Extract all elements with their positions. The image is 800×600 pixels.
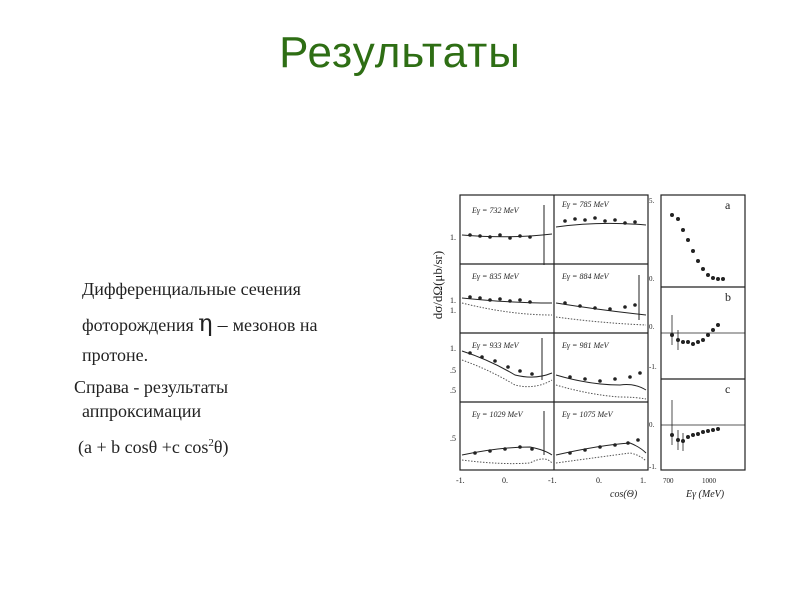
text-line-4: Справа - результаты [74, 377, 229, 397]
x-axis-label-right: Eγ (MeV) [686, 489, 725, 500]
panel-label: Eγ = 981 MeV [562, 341, 609, 350]
subplot-label: b [725, 290, 731, 304]
y-tick: -1. [649, 363, 657, 371]
y-tick: 1. [450, 296, 456, 305]
y-tick: 5. [649, 197, 655, 205]
dash-symbol: – [212, 314, 233, 336]
page-title: Результаты [279, 28, 521, 77]
x-axis-label-left: cos(Θ) [610, 489, 638, 500]
y-tick: 0. [649, 275, 655, 283]
x-tick: 0. [596, 476, 602, 485]
x-tick: -1. [548, 476, 557, 485]
y-tick: 1. [450, 344, 456, 353]
panel-label: Eγ = 732 MeV [472, 206, 519, 215]
y-tick: .5 [450, 434, 456, 443]
superscript: 2 [208, 437, 214, 449]
y-axis-label: dσ/dΩ(μb/sr) [430, 250, 445, 320]
cross-section-figure [420, 185, 760, 505]
x-tick: 700 [663, 477, 674, 485]
text-line-6 [78, 432, 229, 458]
data-points [468, 216, 642, 455]
text-fragment: (a + b cosθ +c cos [78, 437, 209, 457]
y-tick: 1. [450, 233, 456, 242]
text-line-5: аппроксимации [82, 401, 202, 421]
right-data-points [670, 213, 725, 443]
y-tick: 1. [450, 306, 456, 315]
panel-label: Eγ = 1075 MeV [562, 410, 613, 419]
y-tick: 0. [649, 323, 655, 331]
text-line-2 [82, 309, 318, 337]
x-tick: 0. [502, 476, 508, 485]
panel-label: Eγ = 785 MeV [562, 200, 609, 209]
text-line-3: протоне. [82, 345, 149, 365]
right-panels [661, 195, 745, 470]
x-tick: 1. [640, 476, 646, 485]
panel-label: Eγ = 884 MeV [562, 272, 609, 281]
y-tick: -1. [649, 463, 657, 471]
eta-symbol: η [198, 309, 213, 337]
text-fragment: мезонов на [232, 315, 318, 335]
text-line-1: Дифференциальные сечения [82, 279, 301, 299]
panel-label: Eγ = 1029 MeV [472, 410, 523, 419]
text-fragment: фоторождения [82, 315, 199, 335]
subplot-label: a [725, 198, 731, 212]
subplot-label: c [725, 382, 731, 396]
y-tick: .5 [450, 386, 456, 395]
text-fragment: θ) [213, 437, 229, 457]
x-tick: -1. [456, 476, 465, 485]
panel-label: Eγ = 835 MeV [472, 272, 519, 281]
panel-label: Eγ = 933 MeV [472, 341, 519, 350]
x-tick: 1000 [702, 477, 716, 485]
y-tick: .5 [450, 366, 456, 375]
y-tick: 0. [649, 421, 655, 429]
